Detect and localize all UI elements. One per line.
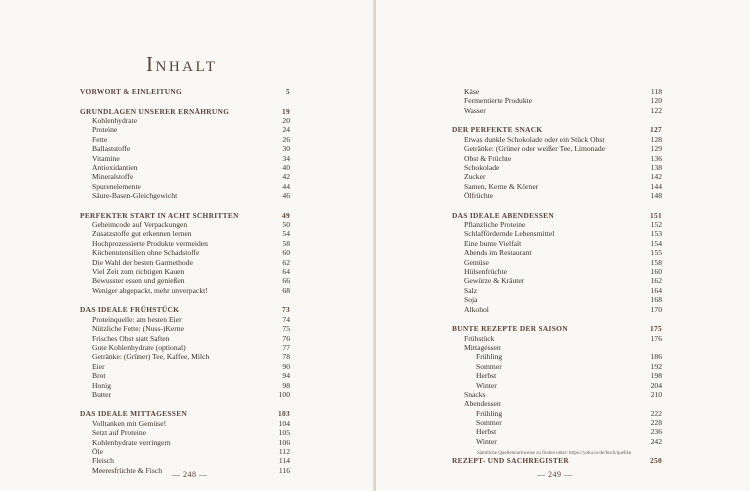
- toc-entry-label: Etwas dunkle Schokolade oder ein Stück Obst: [464, 134, 605, 144]
- toc-entry-page: 105: [278, 428, 290, 438]
- toc-entry-page: 66: [282, 276, 290, 286]
- toc-entry: [80, 182, 290, 191]
- toc-entry-page: 152: [650, 220, 662, 230]
- toc-entry: [80, 371, 290, 380]
- toc-entry-label: Küchenutensilien ohne Schadstoffe: [92, 248, 200, 258]
- toc-entry-label: Butter: [92, 389, 111, 399]
- toc-entry-label: Hülsenfrüchte: [464, 267, 508, 277]
- toc-section-heading-label: GRUNDLAGEN UNSERER ERNÄHRUNG: [80, 106, 230, 116]
- toc-section-heading-label: VORWORT & EINLEITUNG: [80, 87, 183, 96]
- toc-entry-label: Kohlenhydrate verringern: [92, 437, 171, 447]
- toc-entry-label: Soja: [464, 295, 478, 305]
- toc-entry-label: Schlaffördernde Lebensmittel: [464, 229, 555, 239]
- toc-entry-page: 170: [650, 304, 662, 314]
- toc-entry: [80, 220, 290, 229]
- toc-entry-page: 236: [650, 427, 662, 437]
- toc-entry-label: Meeresfrüchte & Fisch: [92, 465, 163, 475]
- toc-section-heading-label: REZEPT- UND SACHREGISTER: [452, 456, 569, 466]
- toc-entry-page: 162: [650, 276, 662, 286]
- toc-entry-page: 46: [282, 191, 290, 201]
- toc-entry: [80, 447, 290, 456]
- toc-entry-page: 204: [650, 380, 662, 390]
- toc-entry-page: 176: [650, 333, 662, 343]
- toc-entry-label: Frühstück: [464, 333, 495, 343]
- toc-entry-label: Alkohol: [464, 304, 489, 314]
- toc-section-heading-page: 103: [278, 409, 290, 419]
- toc-entry: [80, 456, 290, 465]
- toc-entry: [80, 324, 290, 333]
- toc-entry: [452, 239, 662, 248]
- toc-entry: [80, 191, 290, 200]
- toc-entry-label: Obst & Früchte: [464, 153, 512, 163]
- toc-entry-page: 34: [282, 153, 290, 163]
- toc-entry: [452, 418, 662, 427]
- toc-entry: [452, 144, 662, 153]
- toc-entry-page: 104: [278, 418, 290, 428]
- toc-entry-page: 90: [282, 361, 290, 371]
- toc-entry: [80, 239, 290, 248]
- toc-entry-page: 192: [650, 361, 662, 371]
- toc-entry: [80, 381, 290, 390]
- toc-entry-page: 228: [650, 418, 662, 428]
- toc-entry: [452, 343, 662, 352]
- toc-entry-page: 210: [650, 389, 662, 399]
- toc-entry-page: 136: [650, 153, 662, 163]
- toc-section-heading-page: 49: [282, 210, 290, 220]
- toc-entry: [80, 248, 290, 257]
- toc-entry: [452, 295, 662, 304]
- toc-section-heading-label: DER PERFEKTE SNACK: [452, 125, 543, 135]
- toc-entry-label: Mittagessen: [464, 342, 501, 352]
- toc-entry-label: Spurenelemente: [92, 181, 141, 191]
- toc-entry-label: Geheimcode auf Verpackungen: [92, 220, 188, 230]
- toc-entry: [80, 315, 290, 324]
- toc-entry-label: Ballaststoffe: [92, 144, 131, 154]
- toc-entry: [452, 154, 662, 163]
- toc-entry-page: 198: [650, 371, 662, 381]
- toc-section-heading: [452, 456, 662, 465]
- toc-entry-label: Bewusster essen und genießen: [92, 276, 185, 286]
- toc-section-heading-page: 151: [650, 210, 662, 220]
- toc-entry: [452, 276, 662, 285]
- toc-entry-page: 242: [650, 436, 662, 446]
- toc-entry: [80, 135, 290, 144]
- toc-entry: [452, 106, 662, 115]
- toc-entry-label: Getränke: (Grüner oder weißer Tee, Limonade: [464, 144, 606, 154]
- toc-entry: [452, 362, 662, 371]
- toc-entry-page: 60: [282, 248, 290, 258]
- toc-entry: [80, 144, 290, 153]
- toc-entry-label: Antioxidantien: [92, 162, 138, 172]
- toc-entry: [80, 343, 290, 352]
- toc-entry: [80, 390, 290, 399]
- toc-entry-page: 75: [282, 324, 290, 334]
- toc-entry-label: Wasser: [464, 105, 486, 115]
- toc-entry: [80, 419, 290, 428]
- toc-entry: [452, 229, 662, 238]
- sources-credit: Sämtliche Quellennachweise zu finden unter: https://yoku.io/de/buch/quellen: [477, 451, 632, 456]
- toc-entry-label: Herbst: [476, 371, 497, 381]
- toc-entry-page: 106: [278, 437, 290, 447]
- toc-right-column: [452, 87, 662, 466]
- toc-entry: [452, 390, 662, 399]
- toc-section-heading-page: 73: [282, 305, 290, 315]
- toc-entry-label: Abends im Restaurant: [464, 248, 532, 258]
- toc-entry: [80, 276, 290, 285]
- toc-entry: [452, 352, 662, 361]
- toc-entry-page: 98: [282, 380, 290, 390]
- toc-entry: [452, 182, 662, 191]
- toc-entry-label: Fleisch: [92, 456, 114, 466]
- toc-entry-page: 164: [650, 285, 662, 295]
- toc-entry: [452, 427, 662, 436]
- toc-entry: [452, 87, 662, 96]
- toc-entry-page: 158: [650, 257, 662, 267]
- toc-entry: [452, 191, 662, 200]
- toc-entry: [80, 352, 290, 361]
- toc-entry-label: Nützliche Fette: (Nuss-)Kerne: [92, 324, 184, 334]
- toc-entry-label: Proteine: [92, 125, 118, 135]
- toc-entry-page: 160: [650, 267, 662, 277]
- toc-entry-page: 155: [650, 248, 662, 258]
- toc-entry-page: 44: [282, 181, 290, 191]
- toc-entry-label: Vitamine: [92, 153, 120, 163]
- toc-entry-page: 122: [650, 105, 662, 115]
- toc-section-heading-page: 19: [282, 106, 290, 116]
- toc-entry: [452, 399, 662, 408]
- toc-entry: [80, 258, 290, 267]
- toc-entry: [452, 267, 662, 276]
- toc-entry-label: Gemüse: [464, 257, 489, 267]
- left-page: [0, 0, 374, 491]
- right-page: [376, 0, 750, 491]
- toc-entry-page: 54: [282, 229, 290, 239]
- toc-entry-page: 186: [650, 352, 662, 362]
- toc-entry-page: 78: [282, 352, 290, 362]
- toc-entry: [80, 125, 290, 134]
- toc-entry-label: Proteinquelle: am besten Eier: [92, 314, 182, 324]
- toc-entry-page: 138: [650, 162, 662, 172]
- toc-entry: [452, 135, 662, 144]
- toc-entry-label: Hochprozessierte Produkte vermeiden: [92, 238, 208, 248]
- toc-section-heading-page: 5: [286, 87, 290, 96]
- toc-entry-label: Zucker: [464, 172, 486, 182]
- toc-entry-label: Kohlenhydrate: [92, 115, 138, 125]
- toc-entry-page: 118: [650, 87, 662, 96]
- toc-entry-page: 100: [278, 389, 290, 399]
- toc-entry: [80, 116, 290, 125]
- toc-entry-label: Mineralstoffe: [92, 172, 134, 182]
- toc-section-heading: [80, 305, 290, 314]
- toc-entry-page: 42: [282, 172, 290, 182]
- toc-entry-label: Sommer: [476, 418, 502, 428]
- toc-entry-page: 20: [282, 115, 290, 125]
- toc-entry-label: Brot: [92, 371, 106, 381]
- toc-entry: [452, 286, 662, 295]
- toc-section-heading: [80, 211, 290, 220]
- toc-entry-label: Winter: [476, 380, 497, 390]
- toc-entry-page: 30: [282, 144, 290, 154]
- toc-entry: [80, 172, 290, 181]
- toc-section-heading: [80, 107, 290, 116]
- toc-entry-label: Setzt auf Proteine: [92, 428, 146, 438]
- toc-entry-label: Snacks: [464, 389, 486, 399]
- toc-section-heading: [452, 125, 662, 134]
- toc-entry: [80, 362, 290, 371]
- toc-entry: [452, 371, 662, 380]
- page-title: Inhalt: [146, 52, 218, 76]
- toc-entry-page: 153: [650, 229, 662, 239]
- toc-entry-page: 40: [282, 162, 290, 172]
- toc-section-heading: [452, 324, 662, 333]
- toc-entry-page: 24: [282, 125, 290, 135]
- toc-entry-page: 50: [282, 220, 290, 230]
- toc-entry-page: 142: [650, 172, 662, 182]
- toc-entry-page: 77: [282, 342, 290, 352]
- toc-section-heading: [80, 409, 290, 418]
- toc-entry-label: Gute Kohlenhydrate (optional): [92, 342, 186, 352]
- toc-entry-page: 112: [278, 447, 290, 457]
- toc-entry-page: 68: [282, 285, 290, 295]
- toc-entry-label: Abendessen: [464, 399, 501, 409]
- toc-entry-label: Gewürze & Kräuter: [464, 276, 525, 286]
- toc-entry: [452, 248, 662, 257]
- toc-entry-label: Sommer: [476, 361, 502, 371]
- toc-entry: [452, 172, 662, 181]
- toc-entry-label: Ölfrüchte: [464, 191, 494, 201]
- toc-entry: [80, 438, 290, 447]
- toc-entry-label: Frühling: [476, 408, 503, 418]
- toc-entry-label: Schokolade: [464, 162, 500, 172]
- toc-entry: [452, 163, 662, 172]
- toc-entry-page: 144: [650, 181, 662, 191]
- toc-entry: [80, 334, 290, 343]
- toc-entry: [80, 286, 290, 295]
- toc-entry: [452, 258, 662, 267]
- toc-left-column: [80, 87, 290, 475]
- toc-entry-page: 64: [282, 267, 290, 277]
- toc-section-heading-label: DAS IDEALE ABENDESSEN: [452, 210, 554, 220]
- toc-entry-label: Weniger abgepackt, mehr unverpackt!: [92, 285, 208, 295]
- toc-entry: [452, 437, 662, 446]
- toc-entry-page: 168: [650, 295, 662, 305]
- toc-entry-label: Volltanken mit Gemüse!: [92, 418, 167, 428]
- toc-entry-label: Salz: [464, 285, 478, 295]
- toc-entry-label: Getränke: (Grüner) Tee, Kaffee, Milch: [92, 352, 210, 362]
- toc-entry: [80, 229, 290, 238]
- toc-entry: [80, 163, 290, 172]
- toc-entry-label: Honig: [92, 380, 111, 390]
- toc-entry-page: 116: [278, 465, 290, 475]
- toc-entry-label: Die Wahl der besten Garmethode: [92, 257, 193, 267]
- toc-entry-page: 120: [650, 96, 662, 106]
- toc-entry: [80, 154, 290, 163]
- toc-entry-page: 94: [282, 371, 290, 381]
- toc-section-heading-page: 250: [650, 456, 662, 466]
- toc-entry: [452, 409, 662, 418]
- toc-entry-label: Winter: [476, 436, 497, 446]
- page-number-right: — 249 —: [537, 470, 573, 479]
- toc-entry-label: Öle: [92, 447, 103, 457]
- toc-entry: [452, 305, 662, 314]
- toc-entry-label: Pflanzliche Proteine: [464, 220, 526, 230]
- toc-entry-label: Frisches Obst statt Saften: [92, 333, 170, 343]
- toc-entry-page: 74: [282, 314, 290, 324]
- toc-entry: [452, 96, 662, 105]
- toc-entry: [452, 334, 662, 343]
- toc-section-heading-label: PERFEKTER START IN ACHT SCHRITTEN: [80, 210, 239, 220]
- toc-entry-page: 26: [282, 134, 290, 144]
- toc-entry-label: Eier: [92, 361, 105, 371]
- toc-entry-label: Herbst: [476, 427, 497, 437]
- toc-section-heading-page: 175: [650, 324, 662, 334]
- toc-entry: [452, 381, 662, 390]
- toc-entry-label: Fermentierte Produkte: [464, 96, 533, 106]
- toc-entry-label: Zusatzstoffe gut erkennen lernen: [92, 229, 192, 239]
- toc-entry-page: 148: [650, 191, 662, 201]
- toc-entry-label: Frühling: [476, 352, 503, 362]
- toc-entry-page: 58: [282, 238, 290, 248]
- toc-entry-label: Samen, Kerne & Körner: [464, 181, 539, 191]
- page-number-left: — 248 —: [172, 470, 208, 479]
- toc-entry-label: Eine bunte Vielfalt: [464, 238, 522, 248]
- toc-entry-label: Käse: [464, 87, 480, 96]
- toc-entry-page: 222: [650, 408, 662, 418]
- toc-section-heading-page: 127: [650, 125, 662, 135]
- toc-entry: [80, 267, 290, 276]
- toc-entry-page: 129: [650, 144, 662, 154]
- toc-entry: [80, 428, 290, 437]
- toc-section-heading: [452, 211, 662, 220]
- toc-section-heading: [80, 87, 290, 96]
- toc-entry-label: Fette: [92, 134, 108, 144]
- toc-section-heading-label: DAS IDEALE FRÜHSTÜCK: [80, 305, 180, 315]
- toc-section-heading-label: BUNTE REZEPTE DER SAISON: [452, 324, 568, 334]
- toc-entry-label: Viel Zeit zum richtigen Kauen: [92, 267, 185, 277]
- toc-entry-page: 128: [650, 134, 662, 144]
- toc-entry-page: 76: [282, 333, 290, 343]
- toc-entry: [452, 220, 662, 229]
- toc-section-heading-label: DAS IDEALE MITTAGESSEN: [80, 409, 188, 419]
- toc-entry-page: 114: [278, 456, 290, 466]
- toc-entry-page: 62: [282, 257, 290, 267]
- toc-entry-page: 154: [650, 238, 662, 248]
- toc-entry-label: Säure-Basen-Gleichgewicht: [92, 191, 178, 201]
